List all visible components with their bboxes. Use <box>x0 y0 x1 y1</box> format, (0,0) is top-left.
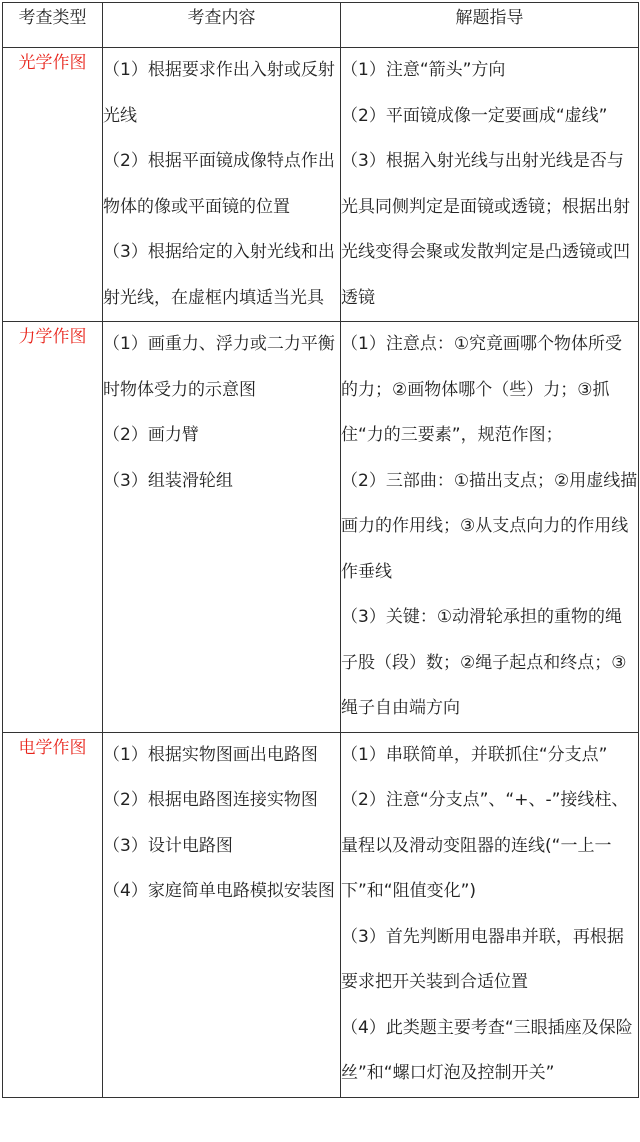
header-guide: 解题指导 <box>341 3 639 48</box>
content-item: （2）画力臂 <box>103 425 199 445</box>
content-item: （3）根据给定的入射光线和出射光线，在虚框内填适当光具 <box>103 242 335 308</box>
guide-item: （2）注意“分支点”、“+、-”接线柱、量程以及滑动变阻器的连线(“一上一下”和“阻值变化”) <box>341 790 629 901</box>
table-row-mechanics <box>3 322 639 733</box>
guide-item: （3）关键：①动滑轮承担的重物的绳子股（段）数；②绳子起点和终点；③绳子自由端方向 <box>341 607 627 718</box>
content-item: （1）根据要求作出入射或反射光线 <box>103 60 335 126</box>
content-item: （3）组装滑轮组 <box>103 470 233 491</box>
type-label-mechanics <box>3 322 103 733</box>
guide-item: （2）三部曲：①描出支点；②用虚线描画力的作用线；③从支点向力的作用线作垂线 <box>341 470 638 582</box>
guide-cell-mechanics <box>341 322 639 733</box>
table-row-electricity <box>3 732 639 1097</box>
guide-cell-electricity <box>341 732 639 1097</box>
content-cell-optics <box>103 48 341 322</box>
type-text: 电学作图 <box>18 737 87 758</box>
guide-item: （1）注意“箭头”方向 <box>341 60 506 80</box>
content-item: （1）根据实物图画出电路图 <box>103 744 318 765</box>
exam-guide-table <box>2 2 639 1098</box>
type-text: 光学作图 <box>18 53 87 73</box>
guide-cell-optics <box>341 48 639 322</box>
content-item: （3）设计电路图 <box>103 835 233 856</box>
header-type: 考查类型 <box>3 3 103 48</box>
guide-item: （1）串联简单，并联抓住“分支点” <box>341 744 608 765</box>
content-cell-mechanics <box>103 322 341 733</box>
content-item: （4）家庭简单电路模拟安装图 <box>103 881 335 901</box>
header-row <box>3 3 639 48</box>
type-label-electricity <box>3 732 103 1097</box>
table-row-optics <box>3 48 639 322</box>
guide-item: （3）首先判断用电器串并联，再根据要求把开关装到合适位置 <box>341 926 624 992</box>
guide-item: （4）此类题主要考查“三眼插座及保险丝”和“螺口灯泡及控制开关” <box>341 1017 633 1083</box>
content-item: （2）根据电路图连接实物图 <box>103 790 318 810</box>
guide-item: （3）根据入射光线与出射光线是否与光具同侧判定是面镜或透镜；根据出射光线变得会聚或发散判定是凸透镜或凹透镜 <box>341 151 630 308</box>
guide-item: （1）注意点：①究竟画哪个物体所受的力；②画物体哪个（些）力；③抓住“力的三要素”，规范作图； <box>341 334 623 445</box>
header-content: 考查内容 <box>103 3 341 48</box>
content-cell-electricity <box>103 732 341 1097</box>
type-text: 力学作图 <box>18 327 87 347</box>
content-item: （1）画重力、浮力或二力平衡时物体受力的示意图 <box>103 334 335 400</box>
type-label-optics <box>3 48 103 322</box>
guide-item: （2）平面镜成像一定要画成“虚线” <box>341 105 608 126</box>
content-item: （2）根据平面镜成像特点作出物体的像或平面镜的位置 <box>103 151 335 217</box>
